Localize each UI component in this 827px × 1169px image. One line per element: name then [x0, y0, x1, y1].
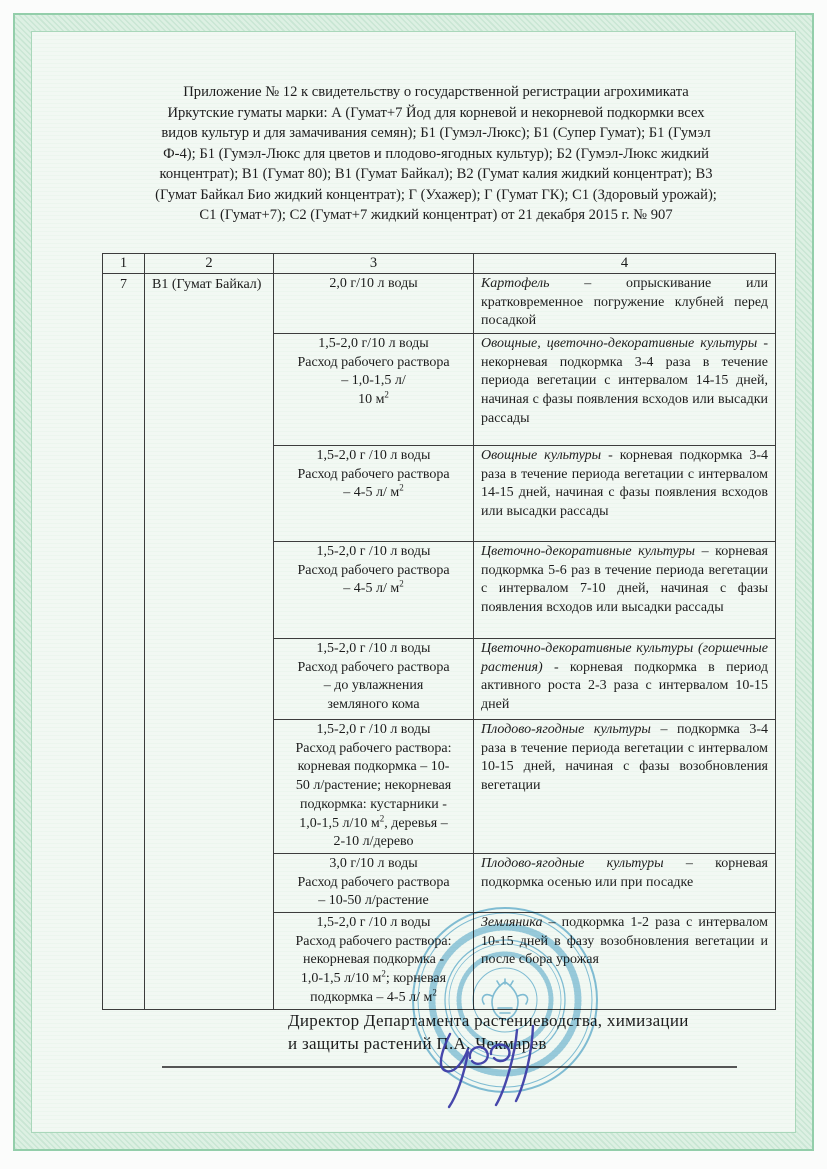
row-number-cell: 7	[103, 274, 145, 1010]
title-line: (Гумат Байкал Био жидкий концентрат); Г (Ухажер); Г (Гумат ГК); С1 (Здоровый урожай);	[155, 186, 717, 203]
column-header: 2	[145, 254, 274, 274]
signature-block	[288, 1009, 768, 1055]
column-header: 4	[474, 254, 776, 274]
signatory-title-line: и защиты растений П.А. Чекмарев	[288, 1034, 547, 1053]
title-line: видов культур и для замачивания семян); Б1 (Гумэл-Люкс); Б1 (Супер Гумат); Б1 (Гумэл	[161, 125, 711, 141]
dose-cell: 1,5-2,0 г /10 л воды Расход рабочего раствора – 4-5 л/ $м^2$	[274, 446, 474, 542]
dose-cell: 1,5-2,0 г /10 л воды Расход рабочего раствора – 4-5 л/ $м^2$	[274, 542, 474, 639]
crop-instructions-cell: Земляника – подкормка 1-2 раза с интервалом 10-15 дней в фазу возобновления вегетации и после сбора урожая	[474, 913, 776, 1010]
crop-instructions-cell: Цветочно-декоративные культуры (горшечные растения) - корневая подкормка в период активного роста 2-3 раза с интервалом 10-15 дней	[474, 639, 776, 720]
title-line: С1 (Гумат+7); С2 (Гумат+7 жидкий концентрат) от 21 декабря 2015 г. № 907	[199, 207, 673, 223]
dose-cell: 1,5-2,0 г /10 л воды Расход рабочего раствора: некорневая подкормка - 1,0-1,5 л/10 $м^2$; корневая подкормка – 4-5 л/ $м^2$	[274, 913, 474, 1010]
crop-instructions-cell: Овощные, цветочно-декоративные культуры - некорневая подкормка 3-4 раза в течение периода вегетации с интервалом 14-15 дней, начиная с фазы появления всходов или высадки рассады	[474, 334, 776, 446]
dose-cell: 2,0 г/10 л воды	[274, 274, 474, 334]
crop-instructions-cell: Овощные культуры - корневая подкормка 3-4 раза в течение периода вегетации с интервалом 14-15 дней, начиная с фазы появления всходов или высадки рассады	[474, 446, 776, 542]
column-header: 1	[103, 254, 145, 274]
table-row	[103, 274, 776, 334]
crop-instructions-cell: Цветочно-декоративные культуры – корневая подкормка 5-6 раз в течение периода вегетации с интервалом 7-10 дней, начиная с фазы появления всходов или высадки рассады	[474, 542, 776, 639]
column-header: 3	[274, 254, 474, 274]
crop-instructions-cell: Плодово-ягодные культуры – корневая подкормка осенью или при посадке	[474, 853, 776, 912]
dose-cell: 3,0 г/10 л воды Расход рабочего раствора – 10-50 л/растение	[274, 853, 474, 912]
product-name-cell: В1 (Гумат Байкал)	[145, 274, 274, 1010]
signature-line	[162, 1066, 737, 1068]
dose-cell: 1,5-2,0 г/10 л воды Расход рабочего раствора – 1,0-1,5 л/ 10 $м^2$	[274, 334, 474, 446]
application-rates-table	[102, 253, 776, 1010]
title-line: концентрат); В1 (Гумат 80); В1 (Гумат Байкал); В2 (Гумат калия жидкий концентрат); В3	[159, 166, 713, 182]
title-line: Ф-4); Б1 (Гумэл-Люкс для цветов и плодово-ягодных культур); Б2 (Гумэл-Люкс жидкий	[163, 145, 709, 162]
crop-instructions-cell: Картофель – опрыскивание или кратковременное погружение клубней перед посадкой	[474, 274, 776, 334]
dose-cell: 1,5-2,0 г /10 л воды Расход рабочего раствора: корневая подкормка – 10- 50 л/растение; некорневая подкормка: кустарники - 1,0-1,5 л/10 $м^2$, деревья – 2-10 л/дерево	[274, 720, 474, 854]
crop-instructions-cell: Плодово-ягодные культуры – подкормка 3-4 раза в течение периода вегетации с интервалом 10-15 дней, начиная с фазы возобновления вегетации	[474, 720, 776, 854]
table-header-row	[103, 254, 776, 274]
signatory-title-line: Директор Департамента растениеводства, химизации	[288, 1011, 689, 1030]
title-line: Иркутские гуматы марки: А (Гумат+7 Йод для корневой и некорневой подкормки всех	[167, 104, 705, 121]
title-line: Приложение № 12 к свидетельству о государственной регистрации агрохимиката	[183, 84, 689, 100]
document-title	[100, 82, 772, 226]
dose-cell: 1,5-2,0 г /10 л воды Расход рабочего раствора – до увлажнения земляного кома	[274, 639, 474, 720]
